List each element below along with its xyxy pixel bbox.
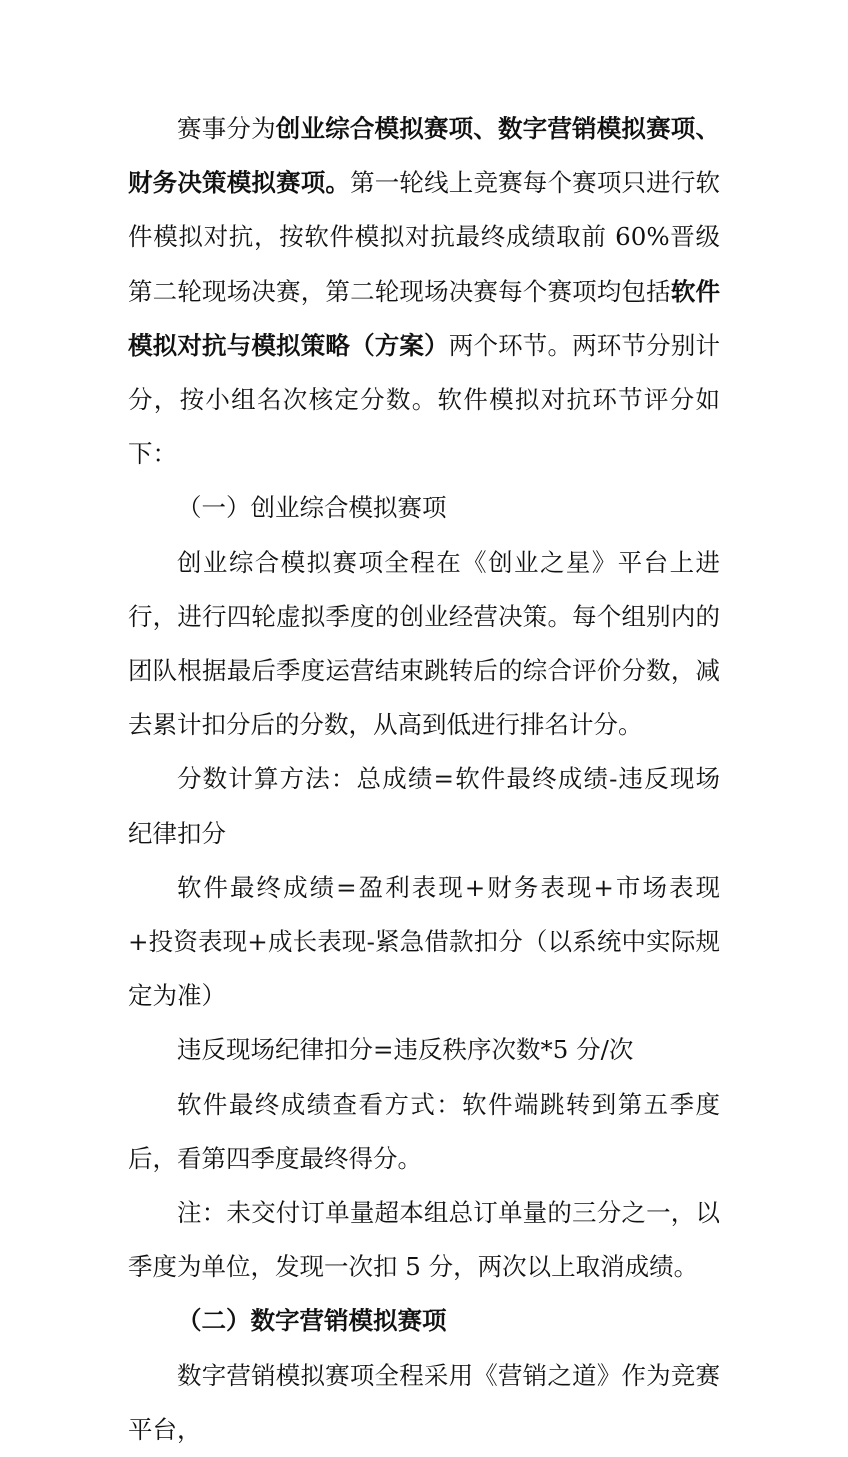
note-paragraph: 注：未交付订单量超本组总订单量的三分之一，以季度为单位，发现一次扣 5 分，两次以上取消成绩。 [128,1198,720,1282]
section2-paragraph: 数字营销模拟赛项全程采用《营销之道》作为竞赛平台， [128,1360,720,1444]
software-score-paragraph: 软件最终成绩=盈利表现+财务表现+市场表现+投资表现+成长表现-紧急借款扣分（以系统中实际规定为准） [128,872,720,1011]
section1-paragraph: 创业综合模拟赛项全程在《创业之星》平台上进行，进行四轮虚拟季度的创业经营决策。每个组别内的团队根据最后季度运营结束跳转后的综合评价分数，减去累计扣分后的分数，从高到低进行排名计分。 [128,547,720,740]
intro-paragraph [128,102,720,481]
intro-text-2: 第一轮线上竞赛每个赛项只进行软件模拟对抗，按软件模拟对抗最终成绩取前 60%晋级第二轮现场决赛，第二轮现场决赛每个赛项均包括 [128,168,721,306]
section-heading-2: （二）数字营销模拟赛项 [177,1306,447,1336]
score-formula-paragraph: 分数计算方法：总成绩=软件最终成绩-违反现场纪律扣分 [128,764,720,848]
intro-text-1: 赛事分为 [177,114,276,143]
document-page [128,102,720,1457]
intro-bold-stages: 软件模拟对抗与模拟策略（方案） [128,276,721,360]
intro-bold-events: 创业综合模拟赛项、数字营销模拟赛项、财务决策模拟赛项。 [128,114,721,198]
discipline-deduction-paragraph: 违反现场纪律扣分=违反秩序次数*5 分/次 [177,1035,634,1065]
section-heading-1: （一）创业综合模拟赛项 [177,493,447,523]
intro-text-3: 两个环节。两环节分别计分，按小组名次核定分数。软件模拟对抗环节评分如下： [128,330,721,469]
score-view-paragraph: 软件最终成绩查看方式：软件端跳转到第五季度后，看第四季度最终得分。 [128,1089,720,1173]
